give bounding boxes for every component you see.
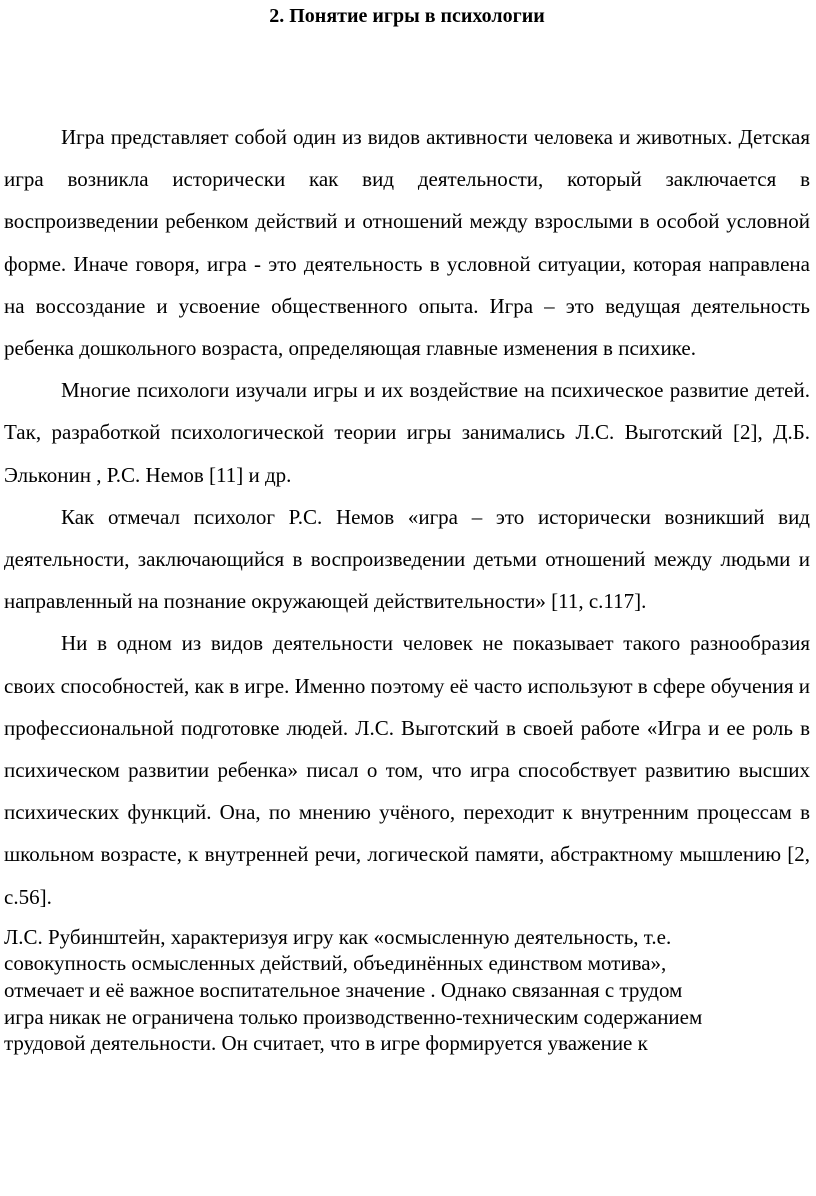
document-body: [4, 116, 810, 1057]
paragraph-vygotsky: Ни в одном из видов деятельности человек не показывает такого разнообразия своих способностей, как в игре. Именно поэтому её часто используют в сфере обучения и профессиональной подготовке людей. Л.С. Выготский в своей работе «Игра и ее роль в психическом развитии ребенка» писал о том, что игра способствует развитию высших психических функций. Она, по мнению учёного, переходит к внутренним процессам в школьном возрасте, к внутренней речи, логической памяти, абстрактному мышлению [2, с.56].: [4, 631, 810, 909]
paragraph-psychologists: Многие психологи изучали игры и их воздействие на психическое развитие детей. Так, разработкой психологической теории игры занимались Л.С. Выготский [2], Д.Б. Эльконин , Р.С. Немов [11] и др.: [4, 378, 810, 487]
paragraph-game-definition: Игра представляет собой один из видов активности человека и животных. Детская игра возникла исторически как вид деятельности, который заключается в воспроизведении ребенком действий и отношений между взрослыми в особой условной форме. Иначе говоря, игра - это деятельность в условной ситуации, которая направлена на воссоздание и усвоение общественного опыта. Игра – это ведущая деятельность ребенка дошкольного возраста, определяющая главные изменения в психике.: [4, 125, 810, 361]
section-title: 2. Понятие игры в психологии: [269, 5, 545, 27]
text-line: совокупность осмысленных действий, объединённых единством мотива»,: [4, 951, 667, 976]
text-line: отмечает и её важное воспитательное значение . Однако связанная с трудом: [4, 978, 683, 1003]
paragraph-nemov-quote: Как отмечал психолог Р.С. Немов «игра – это исторически возникший вид деятельности, заключающийся в воспроизведении детьми отношений между людьми и направленный на познание окружающей действительности» [11, с.117].: [4, 504, 810, 614]
text-line: трудовой деятельности. Он считает, что в игре формируется уважение к: [4, 1031, 648, 1056]
text-line: Л.С. Рубинштейн, характеризуя игру как «осмысленную деятельность, т.е.: [4, 924, 672, 949]
text-line: игра никак не ограничена только производственно-техническим содержанием: [4, 1004, 703, 1029]
paragraph-rubinstein: [4, 924, 810, 1057]
